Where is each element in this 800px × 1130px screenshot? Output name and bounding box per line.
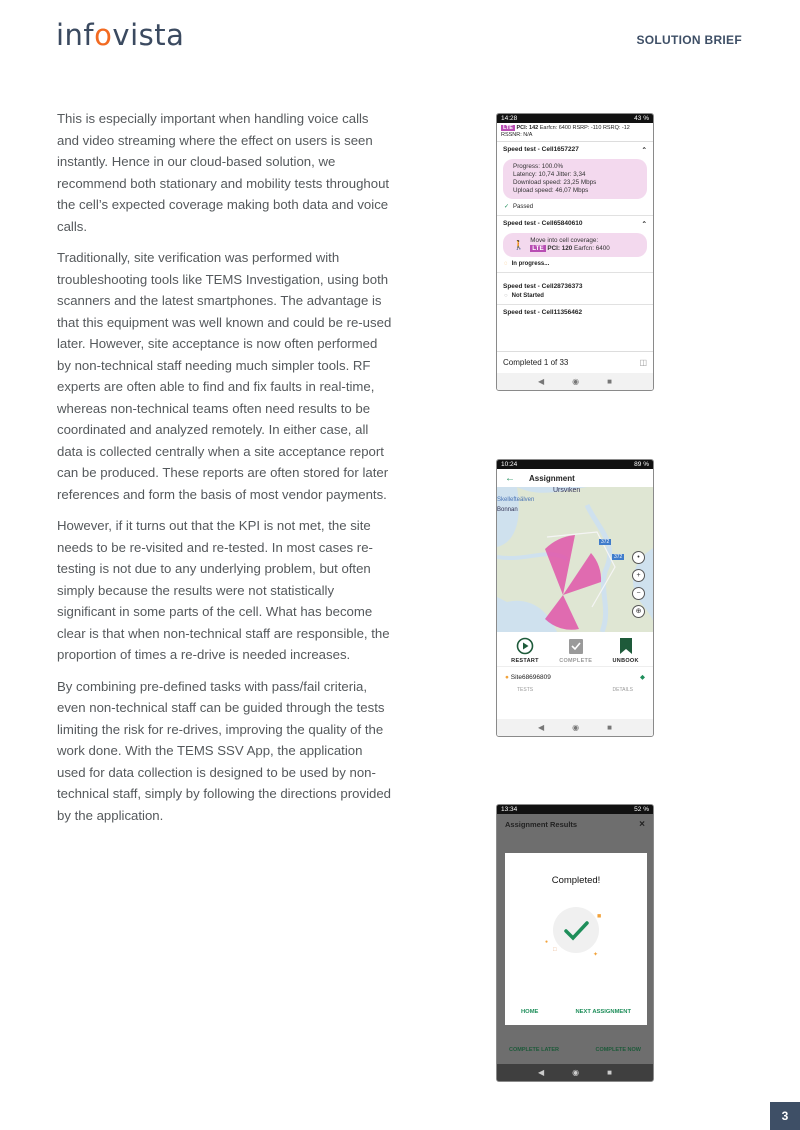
upload-text: Upload speed: 46,07 Mbps: [513, 187, 589, 194]
chevron-up-icon[interactable]: ⌃: [641, 221, 647, 228]
confetti-icon: ✦: [593, 952, 599, 958]
checkmark-icon: [553, 907, 602, 953]
page-number: 3: [770, 1102, 800, 1130]
site-row[interactable]: [497, 666, 653, 687]
tab-tests[interactable]: TESTS: [517, 687, 534, 693]
unbook-label: UNBOOK: [612, 658, 639, 664]
pci-value: PCI: 142: [516, 125, 539, 131]
results-header: [497, 814, 653, 834]
recents-icon[interactable]: ■: [607, 377, 612, 386]
complete-label: COMPLETE: [559, 658, 593, 664]
confetti-icon: ■: [597, 913, 602, 920]
close-icon[interactable]: ×: [639, 818, 645, 830]
speed-test-header[interactable]: [497, 305, 653, 318]
speed-test-header[interactable]: [497, 142, 653, 156]
play-circle-icon: [516, 637, 534, 655]
android-nav-bar: [497, 719, 653, 736]
infovista-logo: [56, 18, 184, 52]
back-icon[interactable]: ◀: [538, 1068, 545, 1077]
status-bar: [497, 114, 653, 123]
android-nav-bar: [497, 373, 653, 390]
status-time: 10:24: [501, 461, 518, 468]
pci-value: PCI: 120: [547, 245, 573, 252]
home-button[interactable]: HOME: [521, 1009, 539, 1015]
logo-part-2: vista: [112, 18, 185, 52]
confetti-icon: ●: [545, 939, 549, 945]
speed-test-header[interactable]: [497, 279, 653, 292]
state-label: Not Started: [511, 293, 544, 299]
map-view[interactable]: [497, 487, 653, 632]
move-into-coverage-card: [503, 233, 647, 257]
earfcn-value: Earfcn: 6400: [539, 125, 571, 131]
home-icon[interactable]: ◉: [572, 1068, 580, 1077]
completed-bar: [497, 351, 653, 373]
speed-test-title: Speed test - Cell1657227: [503, 146, 579, 153]
tab-details[interactable]: DETAILS: [612, 687, 633, 693]
paragraph: This is especially important when handling voice calls and video streaming where the effect on users is seen instantly. Hence in our cloud-based solution, we recommend both stationary and mobility tests throughout the cell’s expected coverage making both data and voice calls.: [57, 111, 390, 234]
restart-button[interactable]: [511, 637, 539, 664]
earfcn-value: Earfcn: 6400: [574, 245, 610, 252]
chevron-up-icon[interactable]: ⌃: [641, 147, 647, 154]
rssnr-value: RSSNR: N/A: [501, 132, 533, 138]
state-label: Passed: [513, 203, 534, 210]
zoom-out-icon[interactable]: −: [632, 587, 645, 600]
status-battery: 89 %: [634, 461, 649, 468]
bottom-tabs: [497, 687, 653, 693]
next-assignment-button[interactable]: NEXT ASSIGNMENT: [575, 1009, 631, 1015]
status-battery: 43 %: [634, 115, 649, 122]
app-header: [497, 469, 653, 487]
dialog-title: Completed!: [551, 875, 601, 886]
walking-person-icon: 🚶: [513, 240, 525, 250]
rsrq-value: RSRQ: -12: [602, 125, 630, 131]
compass-icon[interactable]: ⊕: [632, 605, 645, 618]
lte-badge: LTE: [503, 125, 513, 131]
completed-count: Completed 1 of 33: [503, 358, 569, 367]
lte-info: [497, 123, 653, 142]
circle-icon: ○: [504, 293, 508, 299]
home-icon[interactable]: ◉: [572, 377, 580, 386]
logo-part-1: inf: [56, 18, 95, 52]
road-number: 372: [614, 554, 623, 560]
speed-test-header[interactable]: [497, 216, 653, 230]
test-state: [497, 260, 653, 273]
android-nav-bar: [497, 1064, 653, 1081]
paragraph: Traditionally, site verification was performed with troubleshooting tools like TEMS Investigation, using both scanners and the latest smartphones. The advantage is that this equipment was well known and could be re-used later. However, site acceptance is now often performed by non-technical staff needing much simpler tools. RF experts are often able to find and fix faults in real-time, whereas non-technical teams often need results to be coordinated and analyzed remotely. In either case, all data is collected centrally when a site acceptance report can be produced. These reports are often stored for later references and form the basis of most vendor payments.: [57, 250, 392, 502]
status-time: 14:28: [501, 115, 518, 122]
complete-now-button[interactable]: COMPLETE NOW: [595, 1047, 641, 1053]
map-label-left: Bonnan: [497, 507, 518, 513]
speed-test-result-card: [503, 159, 647, 199]
logo-dot: o: [94, 18, 113, 52]
move-text: Move into cell coverage:: [530, 237, 599, 244]
spinner-icon: ◌: [504, 261, 508, 267]
clipboard-check-icon: [567, 637, 585, 655]
status-bar: [497, 805, 653, 814]
status-bar: [497, 460, 653, 469]
directions-icon[interactable]: ◆: [640, 674, 645, 681]
dialog-buttons: [505, 1009, 647, 1015]
latency-text: Latency: 10,74 Jitter: 3,34: [513, 171, 586, 178]
body-text: [57, 108, 392, 836]
success-illustration: [553, 907, 602, 953]
back-icon[interactable]: ◀: [538, 723, 545, 732]
speed-test-title: Speed test - Cell11356462: [503, 309, 583, 316]
back-arrow-icon[interactable]: ←: [505, 472, 515, 484]
unbook-button[interactable]: [613, 637, 639, 664]
rsrp-value: RSRP: -110: [572, 125, 602, 131]
site-name: Site68696809: [510, 673, 551, 681]
phone-screenshot-assignment-results: [496, 804, 654, 1082]
bottom-buttons: [497, 1047, 653, 1053]
screen-title: Assignment: [529, 473, 575, 483]
complete-later-button[interactable]: COMPLETE LATER: [509, 1047, 560, 1053]
map-label-river: Skellefteälven: [497, 497, 535, 503]
pin-icon: ●: [505, 673, 509, 681]
speed-test-title: Speed test - Cell28736373: [503, 283, 583, 290]
paragraph: However, if it turns out that the KPI is not met, the site needs to be re-visited and re-tested. In most cases re-testing is not due to any underlying problem, but often simply because the results were not statistically significant in some parts of the cell. What has become clear is that when non-technical staff are responsible, the proportion of times a re-drive is needed increases.: [57, 518, 390, 662]
speed-test-title: Speed test - Cell65840610: [503, 220, 583, 227]
home-icon[interactable]: ◉: [572, 723, 580, 732]
lte-badge: LTE: [532, 245, 544, 252]
paragraph: By combining pre-defined tasks with pass/fail criteria, even non-technical staff can be guided through the tests limiting the risk for re-drives, improving the quality of the work done. With the TEMS SSV App, the application used for data collection is designed to be used by non-technical staff, simply by following the directions provided by the application.: [57, 678, 392, 823]
location-icon[interactable]: •: [632, 551, 645, 564]
action-bar: [497, 632, 653, 666]
confetti-icon: □: [553, 947, 557, 953]
status-time: 13:34: [501, 806, 518, 813]
check-icon: ✓: [504, 204, 510, 210]
completed-dialog: [505, 853, 647, 1025]
restart-label: RESTART: [511, 658, 539, 664]
book-icon[interactable]: ◫: [639, 358, 647, 367]
back-icon[interactable]: ◀: [538, 377, 545, 386]
state-label: In progress...: [511, 261, 550, 267]
road-number: 372: [601, 539, 610, 545]
solution-brief-label: SOLUTION BRIEF: [636, 33, 742, 47]
phone-screenshot-assignment: [496, 459, 654, 737]
recents-icon[interactable]: ■: [607, 1068, 612, 1077]
complete-button[interactable]: [559, 637, 592, 664]
test-state: [497, 292, 653, 305]
recents-icon[interactable]: ■: [607, 723, 612, 732]
bookmark-icon: [617, 637, 635, 655]
download-text: Download speed: 23,25 Mbps: [513, 179, 597, 186]
screen-title: Assignment Results: [505, 819, 578, 829]
map-label-town: Ursviken: [553, 487, 581, 494]
map-graphic: [497, 487, 653, 632]
phone-screenshot-speed-tests: [496, 113, 654, 391]
zoom-in-icon[interactable]: +: [632, 569, 645, 582]
progress-text: Progress: 100.0%: [513, 163, 564, 170]
status-battery: 52 %: [634, 806, 649, 813]
test-state: [497, 202, 653, 216]
